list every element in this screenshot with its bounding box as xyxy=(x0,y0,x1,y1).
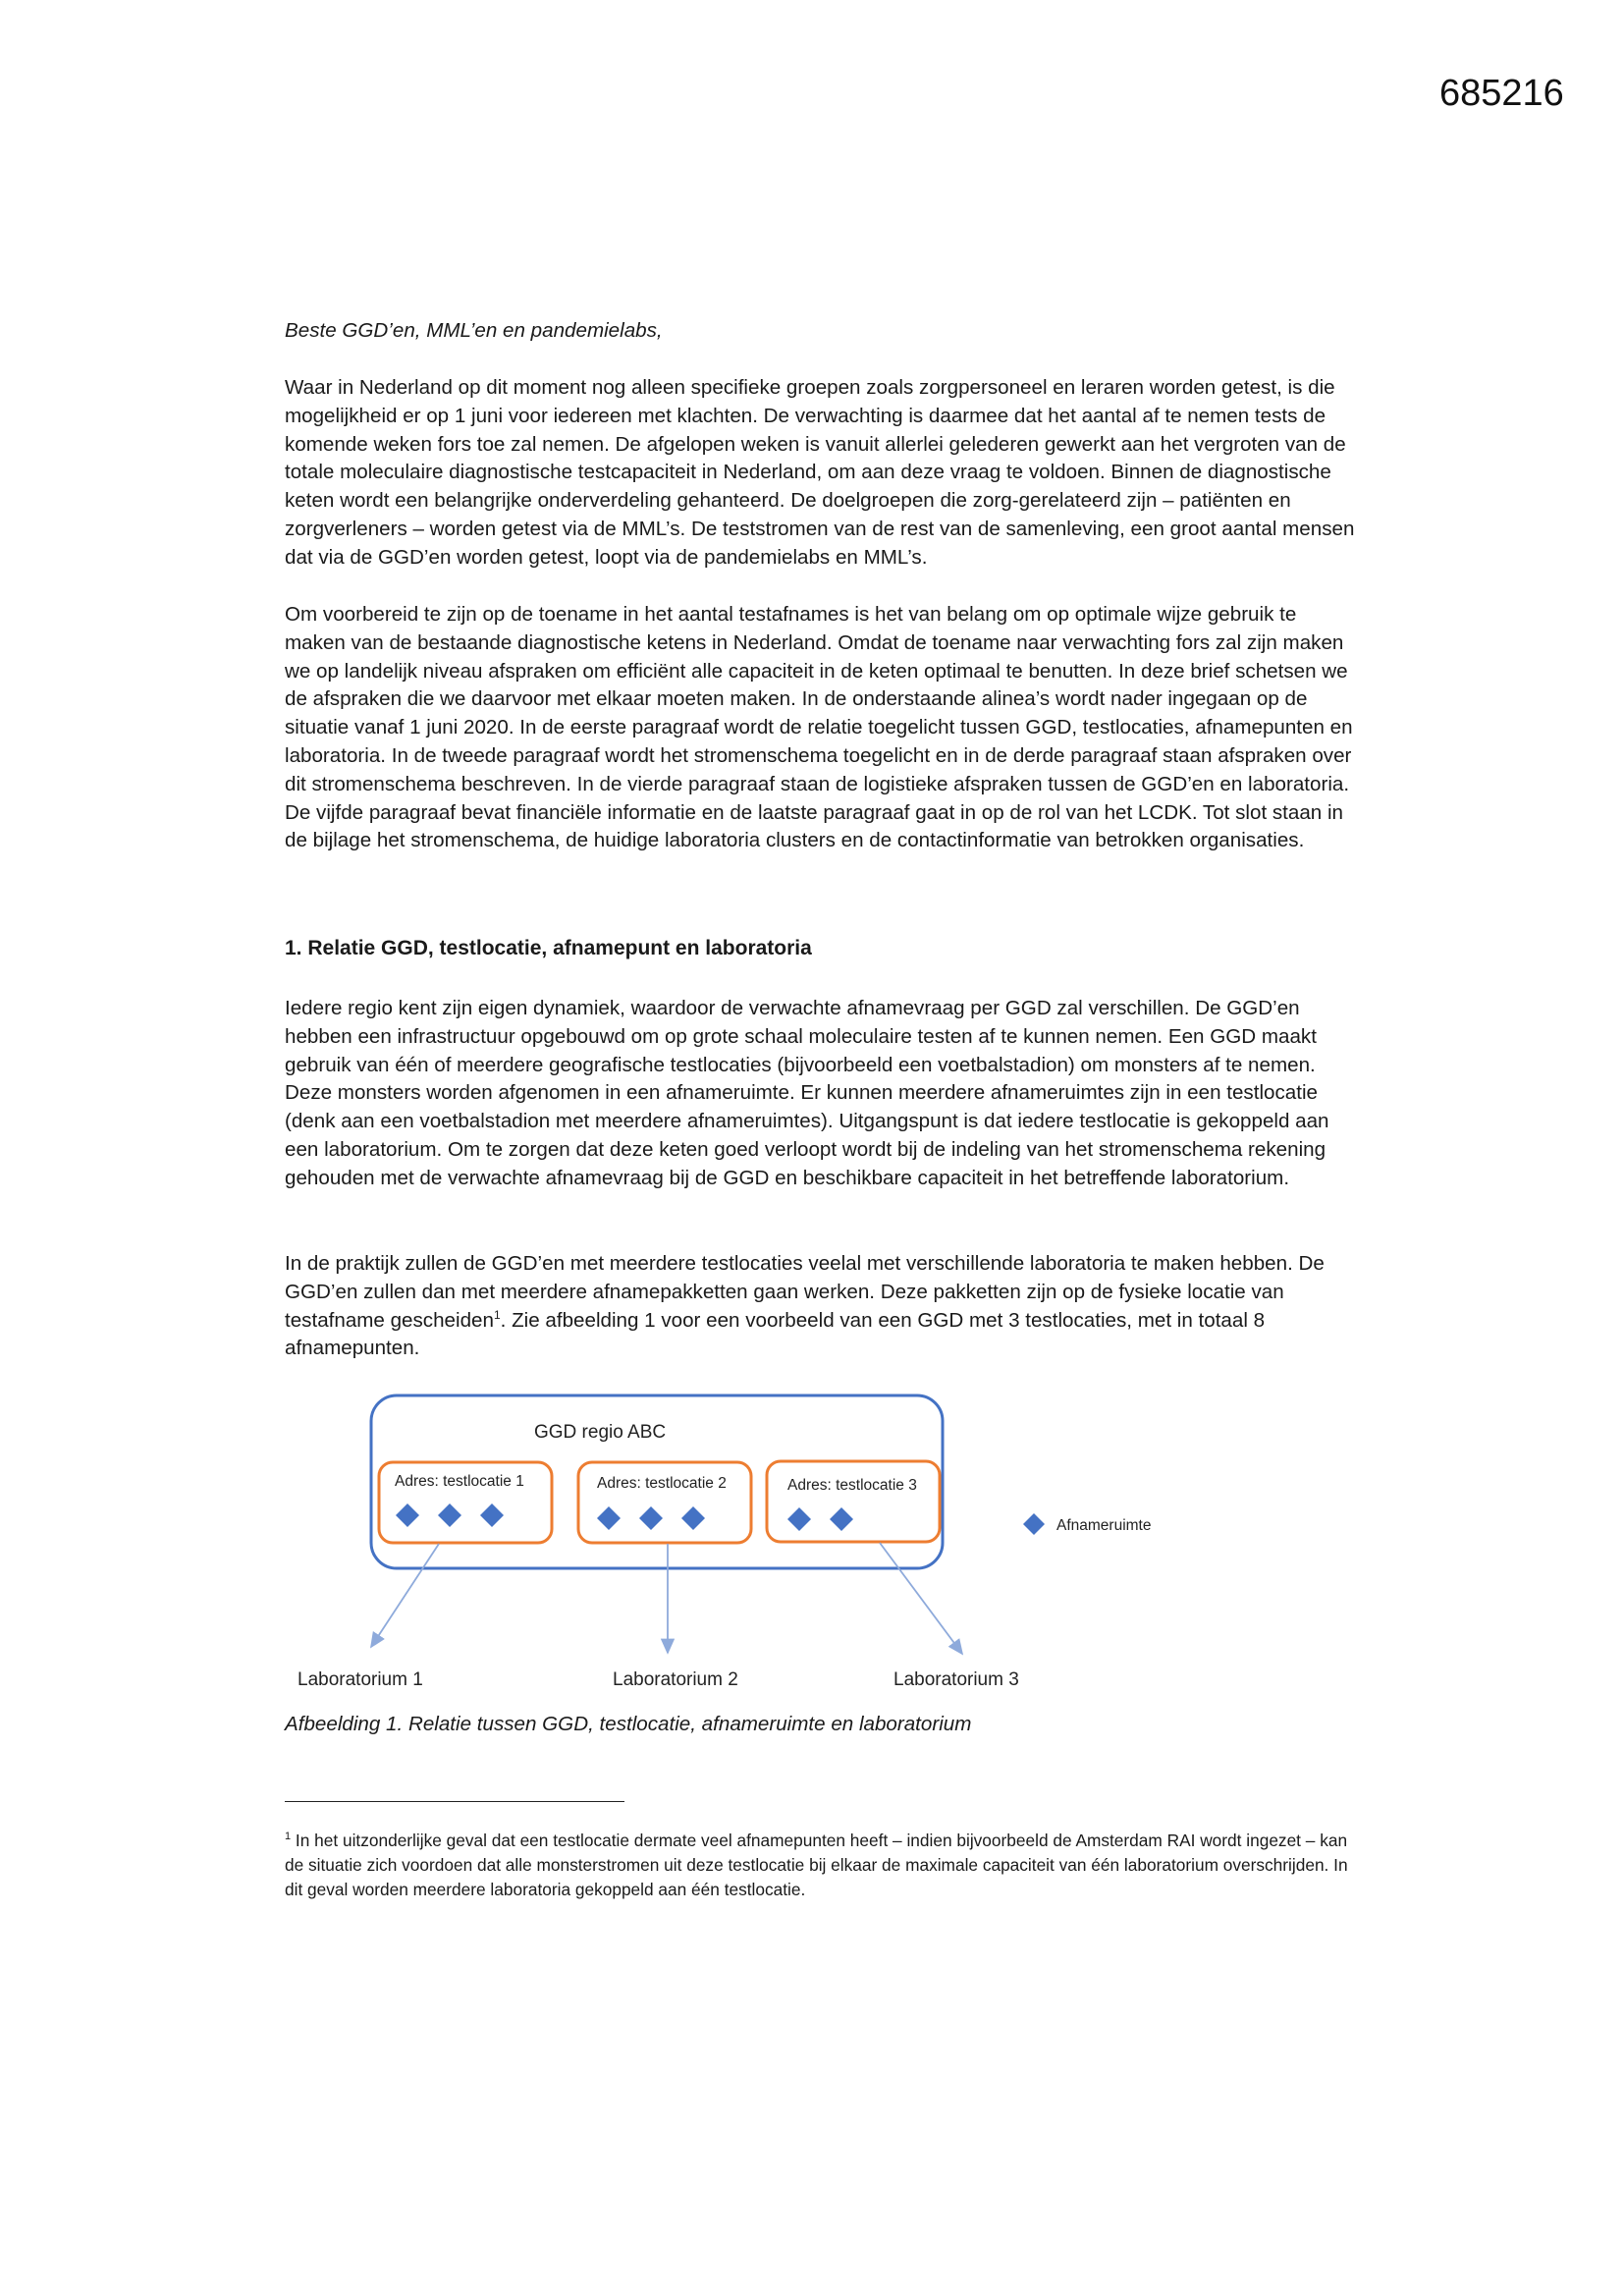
lab-1-label: Laboratorium 1 xyxy=(298,1669,423,1690)
paragraph-region-dynamics: Iedere regio kent zijn eigen dynamiek, waardoor de verwachte afnamevraag per GGD zal verschillen. De GGD’en hebben een infrastructuur opgebouwd om op grote schaal moleculaire testen af te kunnen nemen. Een GGD maakt gebruik van één of meerdere geografische testlocaties (bijvoorbeeld een voetbalstadion) om monsters af te nemen. Deze monsters worden afgenomen in een afnameruimte. Er kunnen meerdere afnameruimtes zijn in een testlocatie (denk aan een voetbalstadion met meerdere afnameruimtes). Uitgangspunt is dat iedere testlocatie is gekoppeld aan een laboratorium. Om te zorgen dat deze keten goed verloopt wordt bij de indeling van het stromenschema rekening gehouden met de verwachte afnamevraag bij de GGD en beschikbare capaciteit in het betreffende laboratorium. xyxy=(285,997,1329,1189)
lab-3-label: Laboratorium 3 xyxy=(893,1669,1019,1690)
footnote-reference: 1 xyxy=(493,1307,501,1322)
paragraph-agreements: Om voorbereid te zijn op de toename in het aantal testafnames is het van belang om op optimale wijze gebruik te maken van de bestaande diagnostische ketens in Nederland. Omdat de toename naar verwachting fors zal zijn maken we op landelijk niveau afspraken om efficiënt alle capaciteit in de keten optimaal te benutten. In deze brief schetsen we de afspraken die we daarvoor met elkaar moeten maken. In de onderstaande alinea’s wordt nader ingegaan op de situatie vanaf 1 juni 2020. In de eerste paragraaf wordt de relatie toegelicht tussen GGD, testlocaties, afnamepunten en laboratoria. In de tweede paragraaf wordt het stromenschema toegelicht en in de derde paragraaf staan afspraken over dit stromenschema beschreven. In de vierde paragraaf staan de logistieke afspraken tussen de GGD’en en laboratoria. De vijfde paragraaf bevat financiële informatie en de laatste paragraaf gaat in op de rol van het LCDK. Tot slot staan in de bijlage het stromenschema, de huidige laboratoria clusters en de contactinformatie van betrokken organisaties. xyxy=(285,603,1353,852)
salutation: Beste GGD’en, MML’en en pandemielabs, xyxy=(285,319,663,342)
paragraph-practice-part2: . Zie afbeelding 1 voor een voorbeeld van een GGD met 3 testlocaties, met in totaal 8 afnamepunten. xyxy=(285,1308,1266,1360)
footnote-text: In het uitzonderlijke geval dat een testlocatie dermate veel afnamepunten heeft – indien bijvoorbeeld de Amsterdam RAI wordt ingezet – kan de situatie zich voordoen dat alle monsterstromen uit deze testlocatie bij elkaar de maximale capaciteit van één laboratorium overschrijden. In dit geval worden meerdere laboratoria gekoppeld aan één testlocatie. xyxy=(285,1831,1348,1899)
afnameruimte-diamond-icon xyxy=(681,1506,705,1530)
testlocation-2-points xyxy=(597,1506,705,1530)
footnote xyxy=(285,1829,1357,1902)
afnameruimte-diamond-icon xyxy=(438,1503,461,1527)
testlocation-label: Adres: testlocatie 2 xyxy=(597,1475,727,1492)
testlocation-label: Adres: testlocatie 3 xyxy=(787,1477,917,1494)
afnameruimte-diamond-icon xyxy=(787,1507,811,1531)
afnameruimte-diamond-icon xyxy=(597,1506,621,1530)
afnameruimte-diamond-icon xyxy=(396,1503,419,1527)
relationship-diagram xyxy=(285,1375,1208,1699)
legend-label: Afnameruimte xyxy=(1056,1517,1152,1534)
testlocation-3 xyxy=(767,1461,940,1542)
testlocation-3-points xyxy=(787,1507,853,1531)
arrow-to-lab-1 xyxy=(371,1544,439,1647)
afnameruimte-diamond-icon xyxy=(639,1506,663,1530)
paragraph-practice xyxy=(285,1250,1357,1363)
afnameruimte-legend-icon xyxy=(1023,1513,1045,1535)
afnameruimte-diamond-icon xyxy=(830,1507,853,1531)
testlocation-2 xyxy=(578,1462,751,1543)
arrow-to-lab-3 xyxy=(880,1543,962,1654)
document-number: 685216 xyxy=(1439,73,1564,114)
footnote-marker: 1 xyxy=(285,1831,292,1843)
testlocation-label: Adres: testlocatie 1 xyxy=(395,1473,524,1490)
afnameruimte-diamond-icon xyxy=(480,1503,504,1527)
legend xyxy=(1023,1513,1151,1535)
section-heading: 1. Relatie GGD, testlocatie, afnamepunt en laboratoria xyxy=(285,937,812,959)
paragraph-practice-part1: In de praktijk zullen de GGD’en met meerdere testlocaties veelal met verschillende laboratoria te maken hebben. De GGD’en zullen dan met meerdere afnamepakketten gaan werken. Deze pakketten zijn op de fysieke locatie van testafname gescheiden xyxy=(285,1252,1325,1332)
testlocation-1-points xyxy=(396,1503,504,1527)
testlocation-1 xyxy=(379,1462,552,1543)
lab-2-label: Laboratorium 2 xyxy=(613,1669,738,1690)
ggd-region-label: GGD regio ABC xyxy=(534,1422,667,1443)
figure-caption: Afbeelding 1. Relatie tussen GGD, testlocatie, afnameruimte en laboratorium xyxy=(285,1713,972,1735)
testlocation-box xyxy=(767,1461,940,1542)
footnote-separator xyxy=(285,1801,624,1802)
paragraph-intro: Waar in Nederland op dit moment nog alleen specifieke groepen zoals zorgpersoneel en leraren worden getest, is die mogelijkheid er op 1 juni voor iedereen met klachten. De verwachting is daarmee dat het aantal af te nemen tests de komende weken fors toe zal nemen. De afgelopen weken is vanuit allerlei gelederen gewerkt aan het vergroten van de totale moleculaire diagnostische testcapaciteit in Nederland, om aan deze vraag te voldoen. Binnen de diagnostische keten wordt een belangrijke onderverdeling gehanteerd. De doelgroepen die zorg-gerelateerd zijn – patiënten en zorgverleners – worden getest via de MML’s. De teststromen van de rest van de samenleving, een groot aantal mensen dat via de GGD’en worden getest, loopt via de pandemielabs en MML’s. xyxy=(285,376,1355,569)
